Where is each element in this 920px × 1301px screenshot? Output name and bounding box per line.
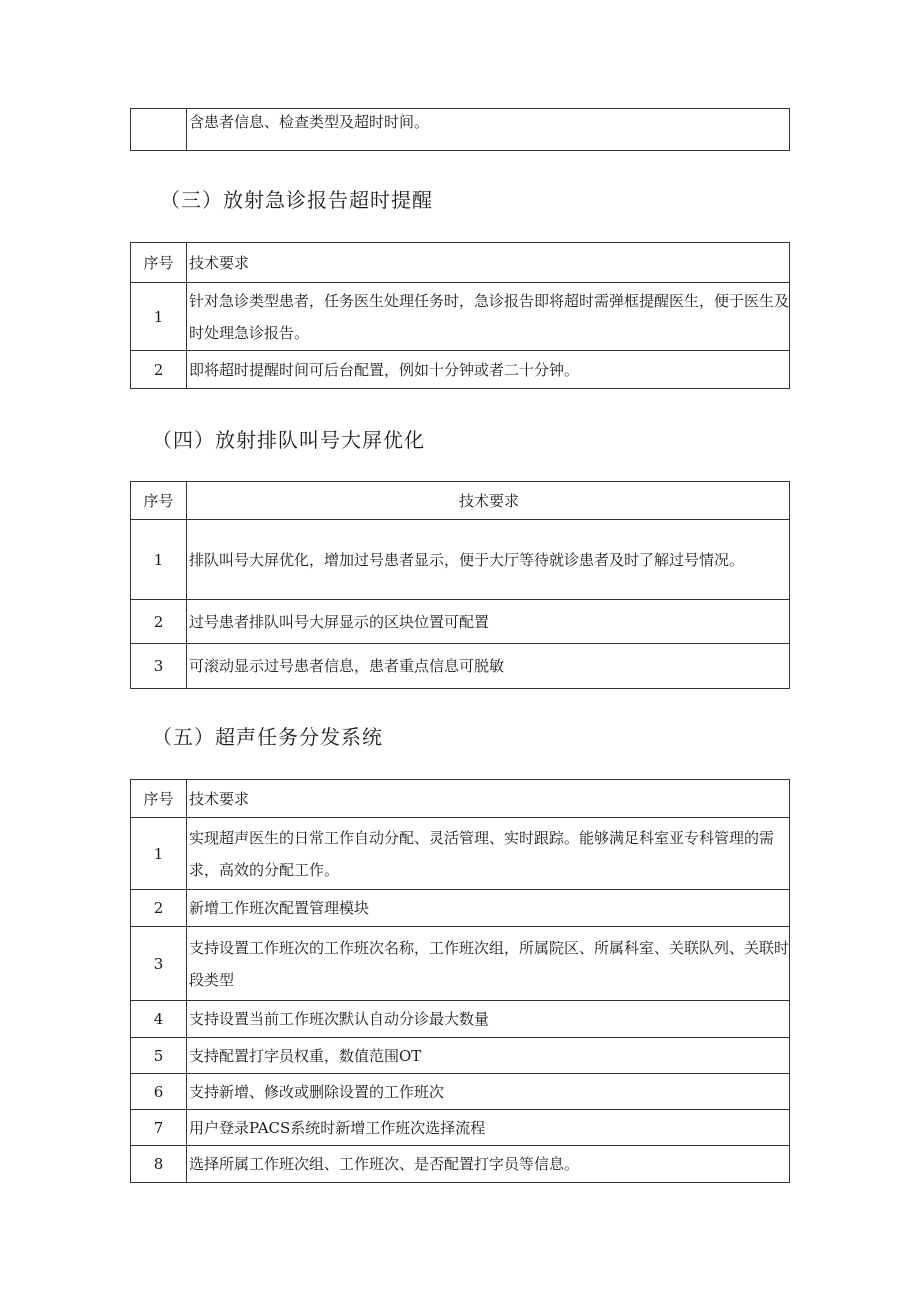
- row-number: 6: [131, 1074, 187, 1110]
- row-requirement: 含患者信息、检查类型及超时时间。: [187, 109, 790, 151]
- table-row: [131, 927, 790, 1001]
- row-requirement: 支持设置工作班次的工作班次名称，工作班次组，所属院区、所属科室、关联队列、关联时段类型: [187, 927, 790, 1001]
- table-row: [131, 1001, 790, 1038]
- row-number: 7: [131, 1110, 187, 1146]
- table-header-row: [131, 482, 790, 520]
- header-num: 序号: [131, 780, 187, 818]
- table-row: [131, 818, 790, 890]
- table-header-row: [131, 243, 790, 283]
- row-requirement: 实现超声医生的日常工作自动分配、灵活管理、实时跟踪。能够满足科室亚专科管理的需求，高效的分配工作。: [187, 818, 790, 890]
- section-3-title: （三）放射急诊报告超时提醒: [160, 188, 433, 212]
- row-number: 2: [131, 351, 187, 389]
- table-row: [131, 1038, 790, 1074]
- header-num: 序号: [131, 243, 187, 283]
- table-row: [131, 644, 790, 689]
- row-number: 2: [131, 600, 187, 644]
- section-5-title: （五）超声任务分发系统: [152, 725, 383, 749]
- section-3-table: [130, 242, 790, 389]
- row-number: 8: [131, 1146, 187, 1183]
- row-requirement: 支持新增、修改或删除设置的工作班次: [187, 1074, 790, 1110]
- row-number: 1: [131, 818, 187, 890]
- header-requirement: 技术要求: [187, 780, 790, 818]
- row-requirement: 支持设置当前工作班次默认自动分诊最大数量: [187, 1001, 790, 1038]
- table-row: [131, 890, 790, 927]
- row-number: 5: [131, 1038, 187, 1074]
- table-row: [131, 351, 790, 389]
- section-5-table: [130, 779, 790, 1183]
- top-table: [130, 108, 790, 151]
- row-requirement: 用户登录PACS系统时新增工作班次选择流程: [187, 1110, 790, 1146]
- table-row: [131, 1074, 790, 1110]
- row-requirement: 新增工作班次配置管理模块: [187, 890, 790, 927]
- row-requirement: 排队叫号大屏优化，增加过号患者显示，便于大厅等待就诊患者及时了解过号情况。: [187, 520, 790, 600]
- row-requirement: 即将超时提醒时间可后台配置，例如十分钟或者二十分钟。: [187, 351, 790, 389]
- row-number: 2: [131, 890, 187, 927]
- row-requirement: 过号患者排队叫号大屏显示的区块位置可配置: [187, 600, 790, 644]
- row-number: 4: [131, 1001, 187, 1038]
- row-requirement: 选择所属工作班次组、工作班次、是否配置打字员等信息。: [187, 1146, 790, 1183]
- row-number: [131, 109, 187, 151]
- header-num: 序号: [131, 482, 187, 520]
- row-number: 3: [131, 644, 187, 689]
- row-number: 3: [131, 927, 187, 1001]
- row-number: 1: [131, 283, 187, 351]
- section-4-table: [130, 481, 790, 689]
- table-row: [131, 520, 790, 600]
- row-requirement: 支持配置打字员权重，数值范围OT: [187, 1038, 790, 1074]
- table-header-row: [131, 780, 790, 818]
- header-requirement: 技术要求: [187, 243, 790, 283]
- row-number: 1: [131, 520, 187, 600]
- section-4-title: （四）放射排队叫号大屏优化: [152, 428, 425, 452]
- row-requirement: 可滚动显示过号患者信息，患者重点信息可脱敏: [187, 644, 790, 689]
- table-row: [131, 109, 790, 151]
- table-row: [131, 283, 790, 351]
- row-requirement: 针对急诊类型患者，任务医生处理任务时，急诊报告即将超时需弹框提醒医生，便于医生及时处理急诊报告。: [187, 283, 790, 351]
- table-row: [131, 1110, 790, 1146]
- header-requirement: 技术要求: [187, 482, 790, 520]
- table-row: [131, 600, 790, 644]
- table-row: [131, 1146, 790, 1183]
